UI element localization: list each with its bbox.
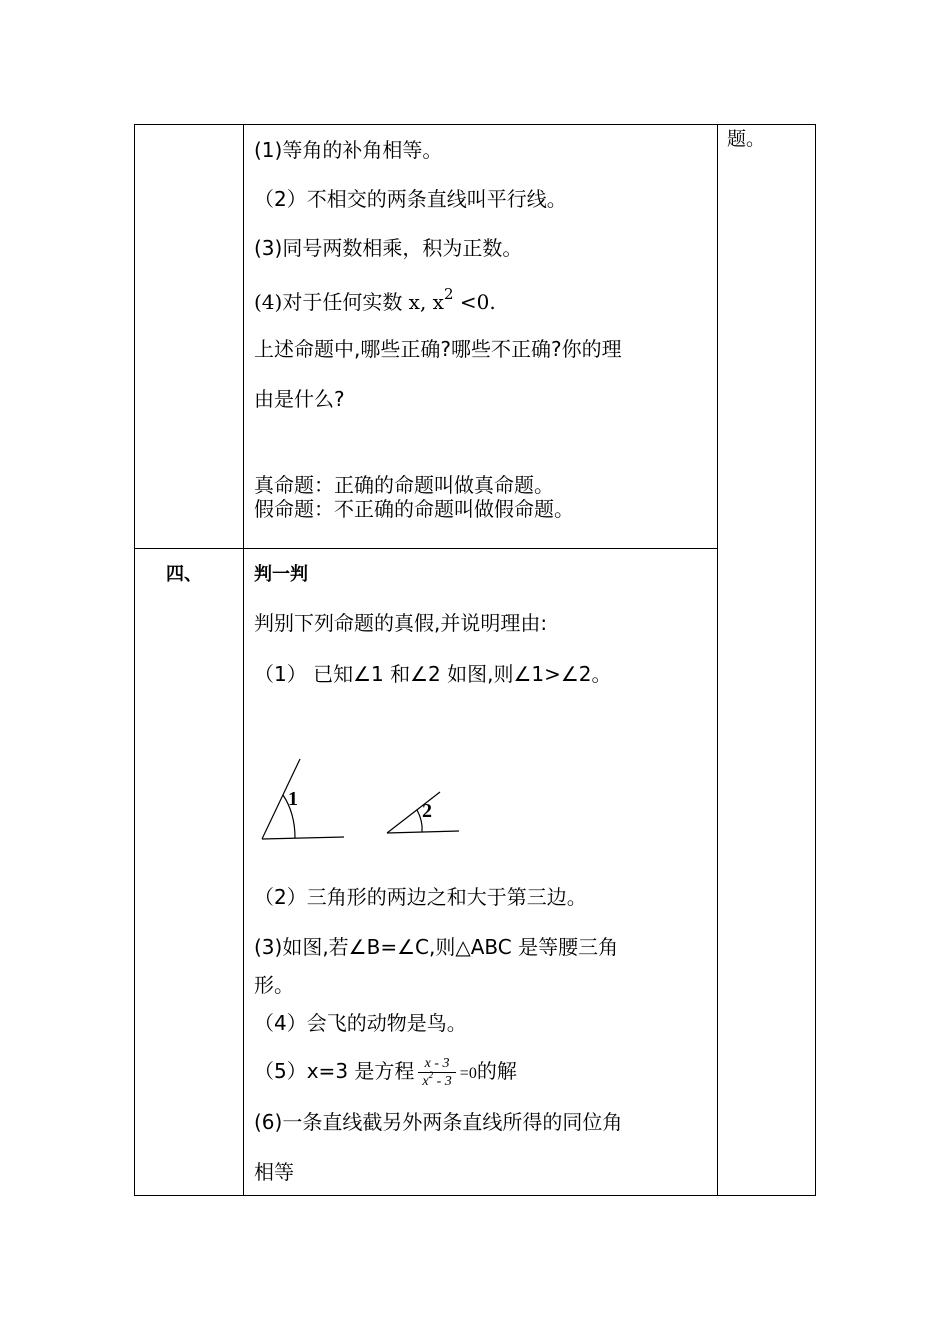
angle-2-ray-upper — [387, 792, 440, 833]
question-2: （2）三角形的两边之和大于第三边。 — [254, 885, 587, 909]
question-3-line-2: 形。 — [254, 973, 294, 997]
fraction-numerator: x - 3 — [418, 1055, 455, 1073]
angle-2-ray-base — [387, 831, 459, 833]
question-4: （4）会飞的动物是鸟。 — [254, 1011, 467, 1035]
equation-fraction — [418, 1055, 455, 1090]
section-number: 四、 — [166, 564, 202, 585]
question-3-line-1: (3)如图,若∠B=∠C,则△ABC 是等腰三角 — [254, 935, 619, 959]
proposition-4-suffix: <0. — [453, 290, 496, 314]
proposition-1: (1)等角的补角相等。 — [254, 138, 443, 162]
question-line-2: 由是什么? — [254, 387, 345, 411]
proposition-4-prefix: (4)对于任何实数 x, x — [254, 290, 444, 314]
table-border-bottom — [134, 1195, 816, 1196]
question-5-suffix: 的解 — [476, 1059, 517, 1083]
right-column-text: 题。 — [727, 128, 766, 150]
false-proposition-definition: 假命题：不正确的命题叫做假命题。 — [254, 497, 574, 521]
fraction-denominator: $x^2 - 3$ — [422, 1070, 452, 1089]
table-row-divider — [134, 548, 718, 549]
angle-2-label: 2 — [422, 800, 432, 822]
angle-1-label: 1 — [288, 788, 298, 810]
table-border-top — [134, 124, 816, 125]
angle-figure — [250, 755, 470, 855]
question-5 — [254, 1048, 517, 1097]
proposition-3: (3)同号两数相乘，积为正数。 — [254, 236, 523, 260]
table-border-right — [815, 124, 816, 1196]
true-proposition-definition: 真命题：正确的命题叫做真命题。 — [254, 473, 554, 497]
question-5-prefix: （5）x=3 是方程 — [254, 1059, 415, 1083]
angle-1-ray-base — [262, 837, 344, 839]
section-heading: 判一判 — [254, 564, 308, 585]
question-line-1: 上述命题中,哪些正确?哪些不正确?你的理 — [254, 337, 622, 361]
question-6-line-1: (6)一条直线截另外两条直线所得的同位角 — [254, 1110, 623, 1134]
proposition-4 — [254, 285, 496, 314]
question-6-line-2: 相等 — [254, 1160, 294, 1184]
equation-equals-zero: =0 — [459, 1065, 477, 1082]
proposition-2: （2）不相交的两条直线叫平行线。 — [254, 187, 567, 211]
section-intro: 判别下列命题的真假,并说明理由: — [254, 611, 548, 635]
question-1: （1） 已知∠1 和∠2 如图,则∠1>∠2。 — [254, 662, 612, 686]
table-divider-col1 — [243, 124, 244, 1196]
table-divider-col2 — [717, 124, 718, 1196]
proposition-4-exponent: 2 — [443, 285, 454, 304]
table-border-left — [134, 124, 135, 1196]
